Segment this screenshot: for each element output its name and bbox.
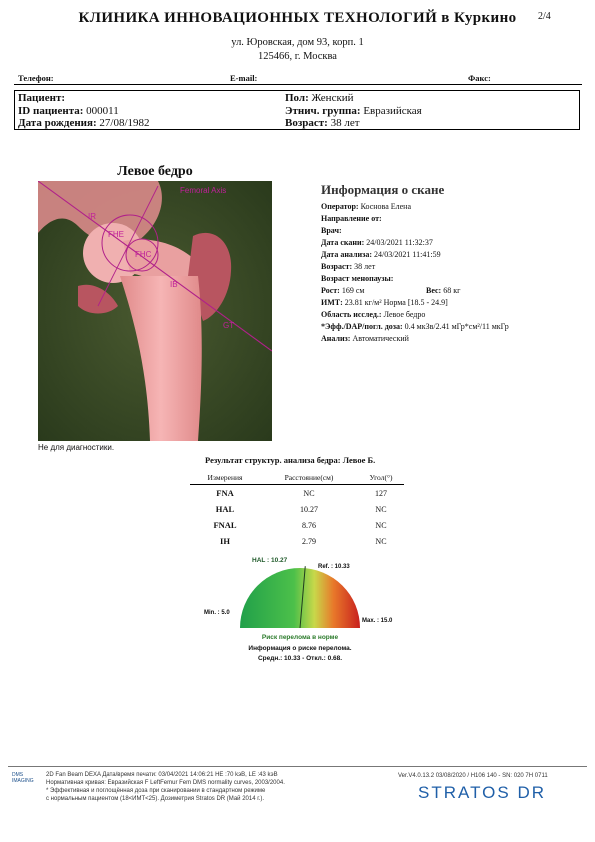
age-label: Возраст:: [321, 262, 353, 271]
patient-age-label: Возраст:: [285, 117, 328, 129]
measurement-angle: NC: [375, 504, 387, 514]
analysis-value: Автоматический: [352, 334, 409, 343]
stratos-dr-logo: STRATOS DR: [418, 783, 546, 802]
footer-line1: 2D Fan Beam DEXA Дата/время печати: 03/04/2021 14:06:21 HE :70 kэB, LE :43 kэB: [46, 772, 278, 778]
gt-label: GT: [223, 321, 235, 330]
scan-info-title: Информация о скане: [321, 182, 445, 197]
fax-label: Факс:: [468, 73, 491, 83]
measurement-angle: NC: [375, 520, 387, 530]
patient-id-label: ID пациента:: [18, 105, 84, 117]
operator-row: [321, 202, 411, 211]
phone-label: Телефон:: [18, 73, 54, 83]
column-header: Угол(°): [358, 471, 404, 485]
region-row: [321, 310, 425, 319]
clinic-name: КЛИНИКА ИННОВАЦИОННЫХ ТЕХНОЛОГИЙ в Куркино: [78, 10, 517, 26]
patient-label: Пациент:: [18, 92, 66, 104]
table-row: [190, 485, 404, 502]
dms-logo: DMS IMAGING: [12, 772, 34, 784]
min-label: Min. : 5.0: [204, 610, 230, 616]
measurement-distance: 2.79: [301, 536, 316, 546]
column-header: Измерения: [190, 471, 260, 485]
analysis-label: Анализ:: [321, 334, 351, 343]
analysis-date-label: Дата анализа:: [321, 250, 372, 259]
patient-age-row: [285, 117, 360, 129]
patient-id-value: 000011: [86, 105, 119, 117]
analysis-date-row: [321, 250, 441, 259]
referral-row: [321, 214, 382, 223]
patient-sex-row: [285, 92, 354, 104]
table-header-row: [190, 471, 404, 485]
patient-sex-value: Женский: [311, 92, 354, 104]
scan-date-label: Дата скани:: [321, 238, 365, 247]
patient-ethnic-value: Евразийская: [363, 105, 422, 117]
operator-value: Коснова Елена: [360, 202, 412, 211]
dexa-scan-image: [38, 181, 272, 441]
results-title: Результат структур. анализа бедра: Левое Б.: [205, 455, 376, 465]
ir-label: IR: [88, 212, 96, 221]
footer-divider: [8, 766, 587, 767]
dose-row: [321, 322, 509, 331]
fracture-risk-status: Риск перелома в норме: [261, 634, 339, 641]
referral-label: Направление от:: [321, 214, 382, 223]
ref-label: Ref. : 10.33: [318, 564, 350, 570]
menopause-row: [321, 274, 393, 283]
weight-value: 68 кг: [443, 286, 461, 295]
height-label: Рост:: [321, 286, 340, 295]
measurement-distance: 10.27: [299, 504, 318, 514]
page-number: 2/4: [538, 11, 551, 22]
fhc-label: FHC: [135, 250, 152, 259]
height-value: 169 см: [341, 286, 365, 295]
fracture-risk-stats: Средн.: 10.33 - Откл.: 0.68.: [257, 655, 343, 662]
ib-label: IB: [170, 280, 178, 289]
region-value: Левое бедро: [383, 310, 426, 319]
footer-line3: * Эффективная и поглощённая доза при сканировании в стандартном режиме: [46, 788, 266, 794]
table-row: [190, 501, 404, 517]
region-label: Область исслед.:: [321, 310, 382, 319]
patient-ethnic-label: Этнич. группа:: [285, 105, 361, 117]
scan-date-row: [321, 238, 433, 247]
table-row: [190, 533, 404, 549]
not-for-diagnosis-note: Не для диагностики.: [38, 443, 115, 452]
clinic-address-line2: 125466, г. Москва: [258, 51, 337, 62]
age-value: 38 лет: [354, 262, 376, 271]
patient-sex-label: Пол:: [285, 92, 309, 104]
patient-id-row: [18, 105, 119, 117]
bmi-label: ИМТ:: [321, 298, 343, 307]
measurement-distance: 8.76: [301, 520, 316, 530]
patient-dob-row: [18, 117, 150, 129]
footer-line4: с нормальным пациентом (18<ИМТ<25). Дозиметрия Stratos DR (Май 2014 г.).: [46, 796, 265, 802]
hal-label: HAL : 10.27: [252, 557, 288, 564]
patient-age-value: 38 лет: [330, 117, 360, 129]
age-row: [321, 262, 375, 271]
doctor-label: Врач:: [321, 226, 342, 235]
max-label: Max. : 15.0: [362, 618, 393, 624]
email-label: E-mail:: [230, 73, 258, 83]
measurement-distance: NC: [303, 488, 315, 498]
patient-name-row: [18, 92, 65, 104]
measurement-name: IH: [220, 536, 230, 546]
weight-row: [426, 286, 460, 295]
measurement-name: FNA: [216, 488, 234, 498]
header-divider: [14, 84, 582, 85]
measurement-name: FNAL: [213, 520, 237, 530]
column-header: Расстояние(см): [260, 471, 358, 485]
scan-date-value: 24/03/2021 11:32:37: [366, 238, 433, 247]
weight-label: Вес:: [426, 286, 442, 295]
measurement-name: HAL: [215, 504, 235, 514]
measurement-angle: 127: [374, 488, 387, 498]
fracture-risk-info: Информация о риске перелома.: [248, 645, 352, 652]
scan-title: Левое бедро: [117, 164, 193, 179]
dose-label: *Эфф./DAP/погл. доза:: [321, 322, 403, 331]
patient-dob-label: Дата рождения:: [18, 117, 97, 129]
patient-dob-value: 27/08/1982: [99, 117, 150, 129]
gauge-arc: [240, 568, 360, 628]
clinic-address-line1: ул. Юровская, дом 93, корп. 1: [231, 37, 364, 48]
measurements-table: [190, 471, 404, 549]
menopause-label: Возраст менопаузы:: [321, 274, 394, 283]
fhe-label: FHE: [108, 230, 124, 239]
operator-label: Оператор:: [321, 202, 359, 211]
bmi-value: 23.81 кг/м² Норма [18.5 - 24.9]: [344, 298, 448, 307]
dose-value: 0.4 мкЗв/2.41 мГр*см²/11 мкГр: [404, 322, 509, 331]
height-row: [321, 286, 364, 295]
footer-line2: Нормативная кривая: Евразийская F LeftFemur Fem DMS normality curves, 2003/2004.: [46, 780, 285, 786]
analysis-row: [321, 334, 409, 343]
doctor-row: [321, 226, 342, 235]
analysis-date-value: 24/03/2021 11:41:59: [373, 250, 441, 259]
bmi-row: [321, 298, 448, 307]
patient-ethnic-row: [285, 105, 422, 117]
software-version: Ver.V4.0.13.2 03/08/2020 / H106 140 - SN: 020 7H 0711: [398, 773, 548, 779]
table-row: [190, 517, 404, 533]
measurement-angle: NC: [375, 536, 387, 546]
femoral-axis-label: Femoral Axis: [180, 186, 227, 195]
hal-risk-gauge: [200, 554, 400, 636]
